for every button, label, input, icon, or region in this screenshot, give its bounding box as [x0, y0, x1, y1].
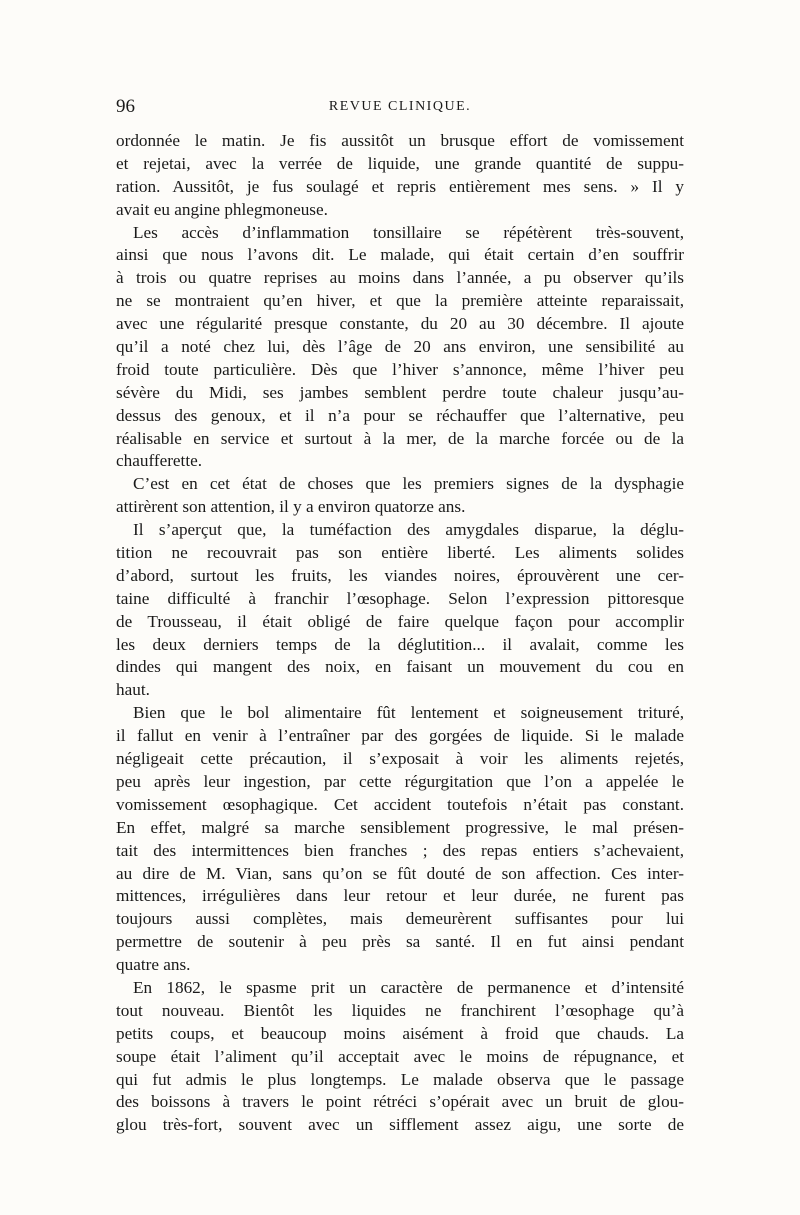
- text-line: d’abord, surtout les fruits, les viandes noires, éprouvèrent une cer-: [116, 565, 684, 585]
- text-line: il fallut en venir à l’entraîner par des gorgées de liquide. Si le malade: [116, 726, 684, 746]
- text-line: les deux derniers temps de la déglutition... il avalait, comme les: [116, 634, 684, 654]
- text-line: En effet, malgré sa marche sensiblement progressive, le mal présen-: [116, 817, 684, 837]
- text-line: attirèrent son attention, il y a environ quatorze ans.: [116, 497, 466, 517]
- text-line: qu’il a noté chez lui, dès l’âge de 20 ans environ, une sensibilité au: [116, 337, 684, 357]
- text-line: et rejetai, avec la verrée de liquide, une grande quantité de suppu-: [116, 153, 684, 173]
- text-line: glou très-fort, souvent avec un sifflement assez aigu, une sorte de: [116, 1115, 684, 1135]
- book-page: [116, 96, 684, 1137]
- text-line: dindes qui mangent des noix, en faisant un mouvement du cou en: [116, 657, 684, 677]
- text-line: taine difficulté à franchir l’œsophage. Selon l’expression pittoresque: [116, 588, 684, 608]
- text-line: haut.: [116, 680, 150, 700]
- text-line: peu après leur ingestion, par cette régurgitation que l’on a appelée le: [116, 771, 684, 791]
- text-line: de Trousseau, il était obligé de faire quelque façon pour accomplir: [116, 611, 684, 631]
- text-line: dessus des genoux, et il n’a pour se réchauffer que l’alternative, peu: [116, 405, 684, 425]
- text-line: réalisable en service et surtout à la mer, de la marche forcée ou de la: [116, 428, 684, 448]
- body-text: [116, 130, 684, 1137]
- text-line: C’est en cet état de choses que les premiers signes de la dysphagie: [133, 474, 684, 494]
- text-line: chaufferette.: [116, 451, 203, 471]
- running-head: [116, 96, 684, 126]
- text-line: Les accès d’inflammation tonsillaire se répétèrent très-souvent,: [133, 222, 684, 242]
- text-line: En 1862, le spasme prit un caractère de permanence et d’intensité: [133, 977, 684, 997]
- running-title: REVUE CLINIQUE.: [328, 99, 472, 114]
- text-line: mittences, irrégulières dans leur retour et leur durée, ne furent pas: [116, 886, 684, 906]
- page-number: 96: [116, 96, 135, 117]
- text-line: ration. Aussitôt, je fus soulagé et repris entièrement mes sens. » Il y: [116, 176, 684, 196]
- text-line: Bien que le bol alimentaire fût lentement et soigneusement trituré,: [133, 703, 684, 723]
- text-line: quatre ans.: [116, 955, 191, 975]
- text-line: au dire de M. Vian, sans qu’on se fût douté de son affection. Ces inter-: [116, 863, 684, 883]
- text-line: avec une régularité presque constante, du 20 au 30 décembre. Il ajoute: [116, 314, 684, 334]
- text-line: sévère du Midi, ses jambes semblent perdre toute chaleur jusqu’au-: [116, 382, 684, 402]
- text-line: vomissement œsophagique. Cet accident toutefois n’était pas constant.: [116, 794, 684, 814]
- text-line: Il s’aperçut que, la tuméfaction des amygdales disparue, la déglu-: [133, 520, 684, 540]
- text-line: petits coups, et beaucoup moins aisément à froid que chauds. La: [116, 1023, 684, 1043]
- text-line: des boissons à travers le point rétréci s’opérait avec un bruit de glou-: [116, 1092, 684, 1112]
- text-line: ainsi que nous l’avons dit. Le malade, qui était certain d’en souffrir: [116, 245, 684, 265]
- text-line: tout nouveau. Bientôt les liquides ne franchirent l’œsophage qu’à: [116, 1000, 684, 1020]
- text-line: tait des intermittences bien franches ; des repas entiers s’achevaient,: [116, 840, 684, 860]
- text-line: à trois ou quatre reprises au moins dans l’année, a pu observer qu’ils: [116, 268, 684, 288]
- text-line: négligeait cette précaution, il s’exposait à voir les aliments rejetés,: [116, 749, 684, 769]
- text-line: qui fut admis le plus longtemps. Le malade observa que le passage: [116, 1069, 684, 1089]
- text-line: ordonnée le matin. Je fis aussitôt un brusque effort de vomissement: [116, 131, 684, 150]
- text-line: avait eu angine phlegmoneuse.: [116, 199, 328, 219]
- text-line: soupe était l’aliment qu’il acceptait avec le moins de répugnance, et: [116, 1046, 684, 1066]
- text-line: permettre de soutenir à peu près sa santé. Il en fut ainsi pendant: [116, 932, 684, 952]
- text-line: tition ne recouvrait pas son entière liberté. Les aliments solides: [116, 543, 684, 563]
- text-line: ne se montraient qu’en hiver, et que la première atteinte reparaissait,: [116, 291, 684, 311]
- text-line: froid toute particulière. Dès que l’hiver s’annonce, même l’hiver peu: [116, 359, 684, 379]
- text-line: toujours aussi complètes, mais demeurèrent suffisantes pour lui: [116, 909, 684, 929]
